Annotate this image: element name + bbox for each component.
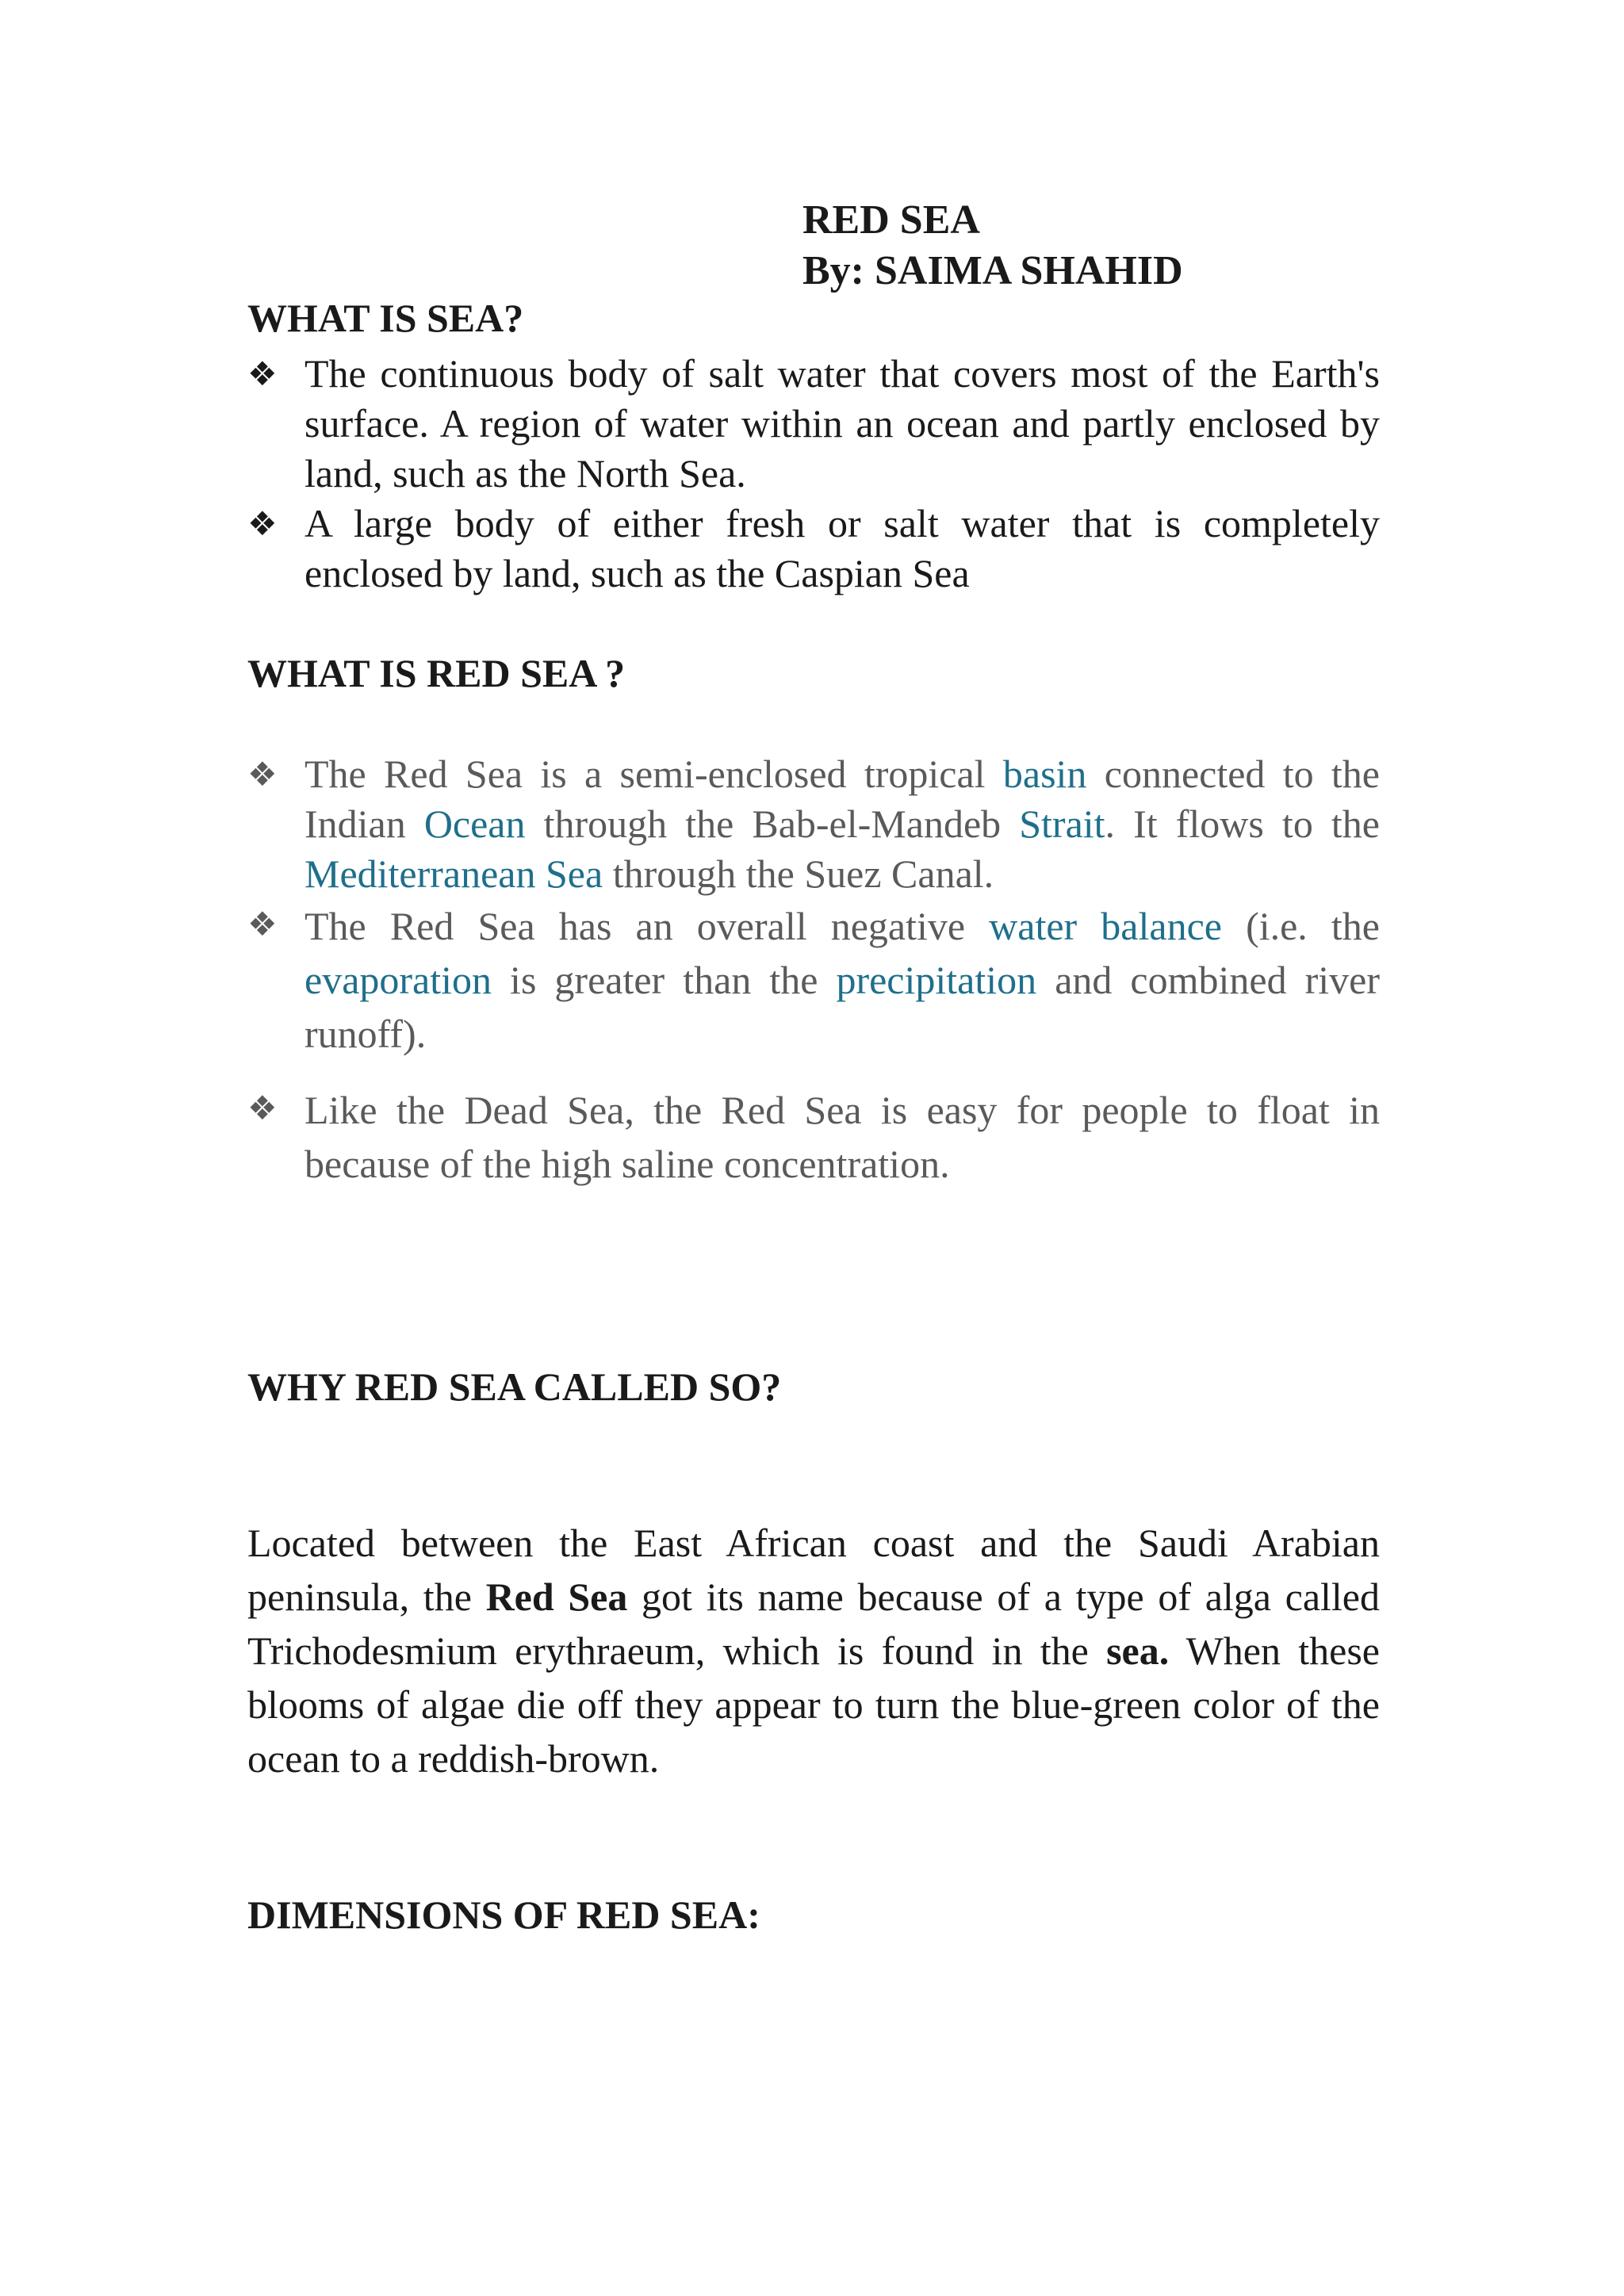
diamond-bullet-icon: ❖ [247, 755, 278, 794]
heading-dimensions-of-red-sea: DIMENSIONS OF RED SEA: [247, 1892, 760, 1937]
link-precipitation[interactable]: precipitation [836, 958, 1037, 1002]
bullet-text: through the Suez Canal. [603, 851, 994, 896]
bullet-text: Like the Dead Sea, the Red Sea is easy for people to float in because of the high saline concentration. [304, 1088, 1380, 1186]
diamond-bullet-icon: ❖ [247, 354, 278, 393]
diamond-bullet-icon: ❖ [247, 905, 278, 943]
link-water-balance[interactable]: water balance [989, 904, 1222, 948]
list-item [247, 1083, 1380, 1191]
paragraph-text: When these blooms of algae die off they appear to turn the blue-green color of the ocean to a reddish-brown. [247, 1628, 1380, 1781]
paragraph-why-red-sea [247, 1516, 1380, 1785]
title-block [802, 195, 1183, 297]
link-evaporation[interactable]: evaporation [304, 958, 492, 1002]
diamond-bullet-icon: ❖ [247, 504, 278, 543]
paragraph-text: got its name because of a type of alga called Trichodesmium erythraeum, which is found in the [247, 1575, 1381, 1673]
list-item [247, 349, 1380, 499]
link-mediterranean-sea[interactable]: Mediterranean Sea [304, 851, 603, 896]
bullet-text: through the Bab-el-Mandeb [525, 802, 1020, 846]
heading-what-is-sea: WHAT IS SEA? [247, 296, 524, 340]
list-item [247, 749, 1380, 899]
bullet-text: The continuous body of salt water that covers most of the Earth's surface. A region of water within an ocean and partly enclosed by land, such as the North Sea. [304, 351, 1380, 496]
bold-sea: sea. [1106, 1628, 1170, 1673]
diamond-bullet-icon: ❖ [247, 1089, 278, 1127]
bold-red-sea: Red Sea [485, 1575, 628, 1619]
link-basin[interactable]: basin [1002, 752, 1087, 796]
bullet-text: . It flows to the [1105, 802, 1380, 846]
list-item [247, 899, 1380, 1061]
link-strait[interactable]: Strait [1019, 802, 1105, 846]
paragraph-text: Located between the East African coast and the Saudi Arabian peninsula, the [247, 1521, 1380, 1619]
bullet-text: is greater than the [492, 958, 837, 1002]
heading-why-red-sea-called-so: WHY RED SEA CALLED SO? [247, 1364, 782, 1409]
bullet-text: (i.e. the [1221, 904, 1380, 948]
bullet-text: A large body of either fresh or salt water that is completely enclosed by land, such as the Caspian Sea [304, 501, 1380, 595]
list-item [247, 499, 1380, 599]
heading-what-is-red-sea: WHAT IS RED SEA ? [247, 651, 626, 695]
document-title: RED SEA [802, 197, 980, 243]
list-what-is-red-sea [247, 749, 1380, 1191]
bullet-text: connected to the Indian [304, 752, 1380, 846]
bullet-text: The Red Sea is a semi-enclosed tropical [304, 752, 1003, 796]
bullet-text: and combined river runoff). [304, 958, 1380, 1056]
author-line: By: SAIMA SHAHID [802, 248, 1183, 293]
link-ocean[interactable]: Ocean [423, 802, 526, 846]
bullet-text: The Red Sea has an overall negative [304, 904, 990, 948]
list-what-is-sea [247, 349, 1380, 599]
